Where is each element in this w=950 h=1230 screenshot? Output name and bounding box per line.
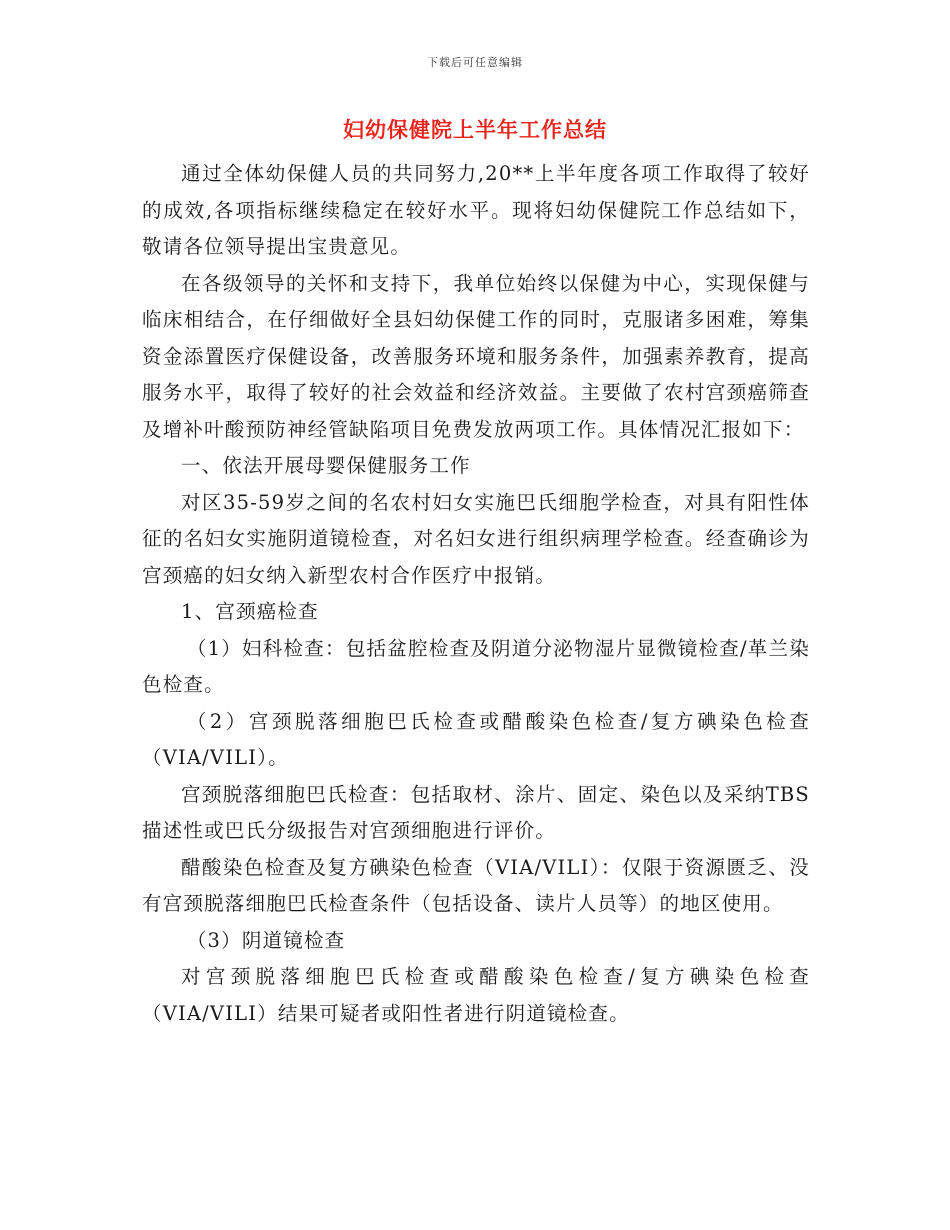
paragraph-pap-smear: 宫颈脱落细胞巴氏检查：包括取材、涂片、固定、染色以及采纳TBS描述性或巴氏分级报告对宫颈细胞进行评价。 xyxy=(142,782,810,842)
document-title: 妇幼保健院上半年工作总结 xyxy=(343,118,607,142)
document-body xyxy=(142,156,810,1032)
subsection-heading-1: 1、宫颈癌检查 xyxy=(181,600,319,623)
paragraph-intro: 通过全体幼保健人员的共同努力,20**上半年度各项工作取得了较好的成效,各项指标继续稳定在较好水平。现将妇幼保健院工作总结如下，敬请各位领导提出宝贵意见。 xyxy=(142,162,810,258)
list-item-colposcopy: （3）阴道镜检查 xyxy=(186,928,346,952)
paragraph-overview: 在各级领导的关怀和支持下，我单位始终以保健为中心，实现保健与临床相结合，在仔细做好全县妇幼保健工作的同时，克服诸多困难，筹集资金添置医疗保健设备，改善服务环境和服务条件，加强素养教育，提高服务水平，取得了较好的社会效益和经济效益。主要做了农村宫颈癌筛查及增补叶酸预防神经管缺陷项目免费发放两项工作。具体情况汇报如下： xyxy=(142,271,810,441)
header-note: 下载后可任意编辑 xyxy=(427,56,523,69)
list-item-cytology: （2）宫颈脱落细胞巴氏检查或醋酸染色检查/复方碘染色检查（VIA/VILI）。 xyxy=(142,709,810,769)
paragraph-via-vili: 醋酸染色检查及复方碘染色检查（VIA/VILI）：仅限于资源匮乏、没有宫颈脱落细胞巴氏检查条件（包括设备、读片人员等）的地区使用。 xyxy=(142,855,810,915)
paragraph-screening: 对区35-59岁之间的名农村妇女实施巴氏细胞学检查，对具有阳性体征的名妇女实施阴道镜检查，对名妇女进行组织病理学检查。经查确诊为宫颈癌的妇女纳入新型农村合作医疗中报销。 xyxy=(142,490,810,587)
list-item-gyn-exam: （1）妇科检查：包括盆腔检查及阴道分泌物湿片显微镜检查/革兰染色检查。 xyxy=(142,636,810,696)
section-heading-1: 一、依法开展母婴保健服务工作 xyxy=(181,454,471,477)
paragraph-colposcopy: 对宫颈脱落细胞巴氏检查或醋酸染色检查/复方碘染色检查（VIA/VILI）结果可疑者或阳性者进行阴道镜检查。 xyxy=(142,965,810,1025)
